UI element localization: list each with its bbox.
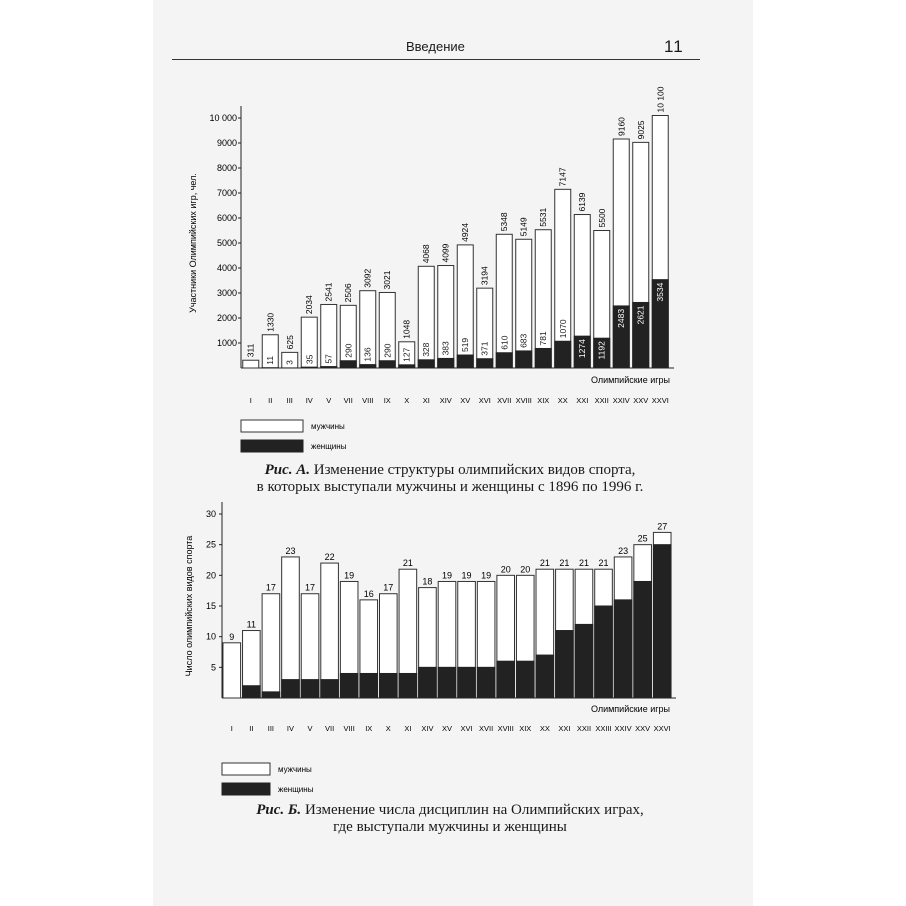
- chart-a-category-label: VIII: [362, 396, 374, 405]
- chart-a-women-value-label: 57: [323, 354, 334, 364]
- figure-b-caption-label: Рис. Б.: [256, 802, 302, 818]
- chart-a-women-value-label: 383: [440, 341, 451, 356]
- chart-a-bar-men: [243, 360, 259, 368]
- chart-a-men-value-label: 311: [245, 343, 256, 358]
- chart-b-bar-women: [301, 680, 319, 698]
- chart-a-bar-women: [379, 361, 395, 368]
- chart-a-bar-women: [555, 341, 571, 368]
- chart-a-men-value-label: 10 100: [655, 86, 666, 113]
- chart-b-men-value-label: 27: [657, 521, 668, 532]
- chart-a-bar-women: [477, 359, 493, 368]
- chart-a-women-value-label: 11: [265, 355, 276, 365]
- chart-b-category-label: XXII: [576, 724, 592, 733]
- chart-b-y-axis-label: Число олимпийских видов спорта: [184, 535, 194, 677]
- chart-b-bar-women: [360, 673, 378, 698]
- chart-a-y-tick-label: 5000: [216, 238, 237, 248]
- chart-b-bar-women: [556, 631, 574, 698]
- chart-a-y-tick-label: 4000: [216, 263, 237, 273]
- chart-b-category-label: V: [307, 724, 313, 733]
- chart-b-category-label: XXIV: [614, 724, 632, 733]
- chart-b-y-tick-label: 15: [205, 601, 216, 611]
- chart-a-women-value-label: 371: [479, 341, 490, 356]
- chart-a-bar-women: [301, 367, 317, 368]
- chart-a-men-value-label: 2506: [343, 283, 354, 303]
- chart-b-y-tick-label: 20: [205, 570, 216, 581]
- chart-a-bar-women: [321, 367, 337, 368]
- figure-a-caption-label: Рис. А.: [264, 462, 311, 478]
- chart-b-y-tick-label: 30: [205, 509, 216, 519]
- chart-a-women-value-label: 1070: [557, 319, 568, 339]
- chart-b-category-label: XV: [441, 724, 453, 733]
- chart-a-men-value-label: 625: [284, 335, 295, 350]
- chart-b-men-value-label: 25: [637, 533, 648, 544]
- chart-b-x-axis-label: Олимпийские игры: [590, 704, 670, 714]
- chart-a-men-value-label: 9025: [635, 120, 646, 140]
- chart-a-category-label: IX: [383, 396, 391, 405]
- chart-b-category-label: XXVI: [653, 724, 671, 733]
- chart-b-men-value-label: 20: [520, 564, 531, 575]
- chart-b-category-label: XVII: [479, 724, 494, 733]
- chart-b-bar-women: [458, 667, 476, 698]
- chart-a-category-label: II: [268, 396, 273, 405]
- chart-b-bar-men: [321, 563, 339, 698]
- chart-a-bar-women: [516, 351, 532, 368]
- chart-a-category-label: XI: [422, 396, 430, 405]
- chart-b-legend-label-men: мужчины: [278, 765, 312, 774]
- chart-b-category-label: XXV: [635, 724, 651, 733]
- chart-a-men-value-label: 4099: [440, 243, 451, 263]
- chart-a-legend-swatch-men: [241, 420, 303, 432]
- chart-b-bar-women: [438, 667, 456, 698]
- chart-a-women-value-label: 1192: [596, 341, 607, 360]
- chart-a-women-value-label: 290: [343, 343, 354, 358]
- chart-a-men-value-label: 9160: [616, 117, 627, 136]
- chart-a-category-label: III: [286, 396, 293, 405]
- chart-a-category-label: XXV: [633, 396, 649, 405]
- chart-a-men-value-label: 3092: [362, 268, 373, 288]
- chart-b-men-value-label: 21: [402, 558, 413, 569]
- chart-b-legend-label-women: женщины: [278, 785, 314, 794]
- figure-a-caption-line1: Изменение структуры олимпийских видов спорта,: [313, 462, 636, 478]
- chart-a-y-tick-label: 1000: [216, 338, 237, 348]
- chart-a-women-value-label: 290: [382, 343, 393, 358]
- figure-b-caption: [200, 802, 700, 836]
- chart-b-y-tick-label: 10: [205, 631, 216, 642]
- chart-b-category-label: XIX: [519, 724, 532, 733]
- chart-b-bar-women: [595, 606, 613, 698]
- running-header: Введение: [406, 39, 465, 54]
- chart-a-women-value-label: 136: [362, 347, 373, 362]
- chart-a-women-value-label: 3: [284, 360, 295, 365]
- chart-a-category-label: XIX: [537, 396, 550, 405]
- chart-b-men-value-label: 17: [305, 582, 316, 593]
- chart-b-bar-women: [282, 680, 300, 698]
- chart-b-category-label: I: [230, 724, 233, 733]
- chart-a-y-tick-label: 10 000: [209, 113, 237, 123]
- chart-a-men-value-label: 2541: [323, 282, 334, 302]
- chart-a-women-value-label: 1274: [577, 339, 588, 359]
- chart-b-y-tick-label: 25: [205, 539, 216, 550]
- chart-a-legend-label-women: женщины: [311, 442, 347, 451]
- chart-a-women-value-label: 519: [460, 337, 471, 353]
- chart-b-men-value-label: 21: [559, 558, 570, 569]
- chart-a-category-label: I: [249, 396, 252, 405]
- chart-b-men-value-label: 23: [618, 545, 629, 556]
- chart-a-y-axis-label: Участники Олимпийских игр, чел.: [188, 173, 198, 313]
- chart-a-women-value-label: 2483: [616, 308, 627, 328]
- chart-b-men-value-label: 22: [324, 552, 335, 563]
- chart-a-category-label: XX: [557, 396, 568, 405]
- chart-a-bar-women: [360, 365, 376, 368]
- chart-b-bar-men: [282, 557, 300, 698]
- chart-b-category-label: XX: [539, 724, 550, 733]
- chart-a-category-label: IV: [305, 396, 313, 405]
- figure-b-caption-line1: Изменение числа дисциплин на Олимпийских играх,: [304, 802, 644, 818]
- chart-a-category-label: XXII: [594, 396, 609, 405]
- chart-a-category-label: XXIV: [612, 396, 630, 405]
- chart-b-men-value-label: 21: [598, 558, 609, 569]
- chart-b-category-label: IX: [365, 724, 373, 733]
- chart-b-category-label: IV: [286, 724, 295, 733]
- chart-a-y-tick-label: 3000: [216, 288, 237, 298]
- chart-b-y-tick-label: 5: [210, 662, 216, 673]
- chart-a-men-value-label: 6139: [577, 192, 588, 212]
- chart-b-men-value-label: 19: [481, 570, 492, 581]
- chart-a-category-label: XVIII: [515, 396, 532, 405]
- chart-b-category-label: XXIII: [595, 724, 612, 733]
- chart-a-men-value-label: 2034: [304, 295, 315, 315]
- chart-a-category-label: VII: [343, 396, 353, 405]
- chart-a-legend-swatch-women: [241, 440, 303, 452]
- chart-b-bar-women: [243, 686, 261, 698]
- chart-b-men-value-label: 11: [246, 619, 257, 630]
- chart-a-men-value-label: 4068: [421, 244, 432, 264]
- chart-a-y-tick-label: 9000: [216, 138, 237, 148]
- chart-a-category-label: XXVI: [651, 396, 669, 405]
- chart-a-y-tick-label: 8000: [216, 163, 237, 173]
- chart-b-men-value-label: 17: [265, 582, 276, 593]
- chart-b-bar-women: [614, 600, 632, 698]
- chart-b-category-label: XXI: [558, 724, 571, 733]
- chart-b-men-value-label: 17: [383, 582, 394, 593]
- chart-b-legend-swatch-men: [222, 763, 270, 775]
- chart-a-category-label: X: [404, 396, 410, 405]
- chart-b-men-value-label: 16: [363, 588, 374, 599]
- chart-b-men-value-label: 18: [422, 576, 433, 587]
- chart-b-men-value-label: 21: [578, 558, 589, 569]
- figure-a-caption: [200, 462, 700, 496]
- chart-a-women-value-label: 781: [538, 331, 549, 346]
- chart-b-men-value-label: 19: [461, 570, 472, 581]
- chart-b-bar-women: [653, 545, 671, 698]
- chart-a-x-axis-label: Олимпийские игры: [590, 375, 670, 385]
- chart-a-men-value-label: 4924: [460, 222, 471, 242]
- chart-a-women-value-label: 2621: [635, 305, 646, 325]
- chart-b-bar-women: [380, 673, 398, 698]
- chart-b-men-value-label: 19: [441, 570, 453, 581]
- chart-a-bar-women: [340, 361, 356, 368]
- chart-a-category-label: XIV: [439, 396, 452, 405]
- chart-b-bar-women: [536, 655, 554, 698]
- chart-a-y-tick-label: 7000: [216, 188, 237, 198]
- chart-b-category-label: XVIII: [497, 724, 514, 733]
- chart-b-bar-men: [262, 594, 280, 698]
- chart-b-bar-women: [497, 661, 515, 698]
- chart-a-y-tick-label: 2000: [216, 313, 237, 323]
- chart-b-bar-women: [399, 673, 417, 698]
- chart-a-men-value-label: 3194: [479, 266, 490, 286]
- chart-a-men-value-label: 5149: [518, 217, 529, 237]
- chart-a-category-label: XVI: [478, 396, 491, 405]
- chart-a-category-label: V: [326, 396, 332, 405]
- chart-b-category-label: III: [267, 724, 275, 733]
- chart-a-women-value-label: 35: [304, 354, 315, 365]
- chart-b-bar-men: [223, 643, 241, 698]
- chart-a-bar-women: [438, 358, 454, 368]
- chart-b-men-value-label: 21: [539, 558, 550, 569]
- chart-a-category-label: XVII: [497, 396, 512, 405]
- chart-b-category-label: XIV: [421, 724, 434, 733]
- chart-a-men-value-label: 7147: [557, 167, 568, 187]
- chart-b-legend-swatch-women: [222, 783, 270, 795]
- chart-b-category-label: X: [385, 724, 391, 733]
- chart-b-men-value-label: 20: [500, 564, 511, 575]
- chart-b-bar-women: [516, 661, 534, 698]
- chart-a-men-value-label: 5500: [596, 208, 607, 228]
- page-number: 11: [664, 37, 684, 56]
- chart-a-bar-women: [399, 365, 415, 368]
- chart-b-bar-women: [321, 680, 339, 698]
- chart-b-bar-women: [634, 581, 652, 698]
- chart-b-bar-women: [419, 667, 437, 698]
- chart-a-women-value-label: 610: [499, 335, 510, 350]
- chart-a-women-value-label: 683: [518, 333, 529, 348]
- chart-b-category-label: VIII: [343, 724, 355, 733]
- chart-a-category-label: XXI: [576, 396, 589, 405]
- chart-b-bar-women: [477, 667, 495, 698]
- chart-a-bar-women: [418, 360, 434, 368]
- chart-b-bar-women: [340, 673, 358, 698]
- chart-b-bar-women: [262, 692, 280, 698]
- chart-b-category-label: II: [249, 724, 254, 733]
- chart-b-category-label: XVI: [460, 724, 473, 733]
- chart-a-bar-women: [496, 353, 512, 368]
- figure-a-caption-line2: в которых выступали мужчины и женщины с 1896 по 1996 г.: [256, 479, 644, 495]
- chart-b-men-value-label: 19: [344, 570, 355, 581]
- chart-a-women-value-label: 3534: [655, 282, 666, 302]
- chart-a-men-value-label: 1330: [265, 312, 276, 332]
- chart-b-category-label: XI: [404, 724, 412, 733]
- figure-b-caption-line2: где выступали мужчины и женщины: [333, 819, 567, 835]
- chart-a-bar-men: [535, 230, 551, 368]
- chart-a-legend-label-men: мужчины: [311, 422, 345, 431]
- chart-a-bar-women: [457, 355, 473, 368]
- chart-a-bar-women: [535, 348, 551, 368]
- chart-b-category-label: VII: [325, 724, 335, 733]
- chart-a-men-value-label: 5348: [499, 212, 510, 232]
- chart-b-men-value-label: 23: [285, 545, 296, 556]
- chart-a-men-value-label: 1048: [401, 319, 412, 339]
- chart-a-women-value-label: 328: [421, 342, 432, 357]
- chart-a-men-value-label: 5531: [538, 207, 549, 227]
- chart-a-men-value-label: 3021: [382, 270, 393, 290]
- chart-b-men-value-label: 9: [229, 631, 235, 642]
- chart-a-y-tick-label: 6000: [216, 213, 237, 223]
- chart-b-bar-women: [575, 624, 593, 698]
- chart-a-category-label: XV: [460, 396, 471, 405]
- chart-a-women-value-label: 127: [401, 347, 412, 362]
